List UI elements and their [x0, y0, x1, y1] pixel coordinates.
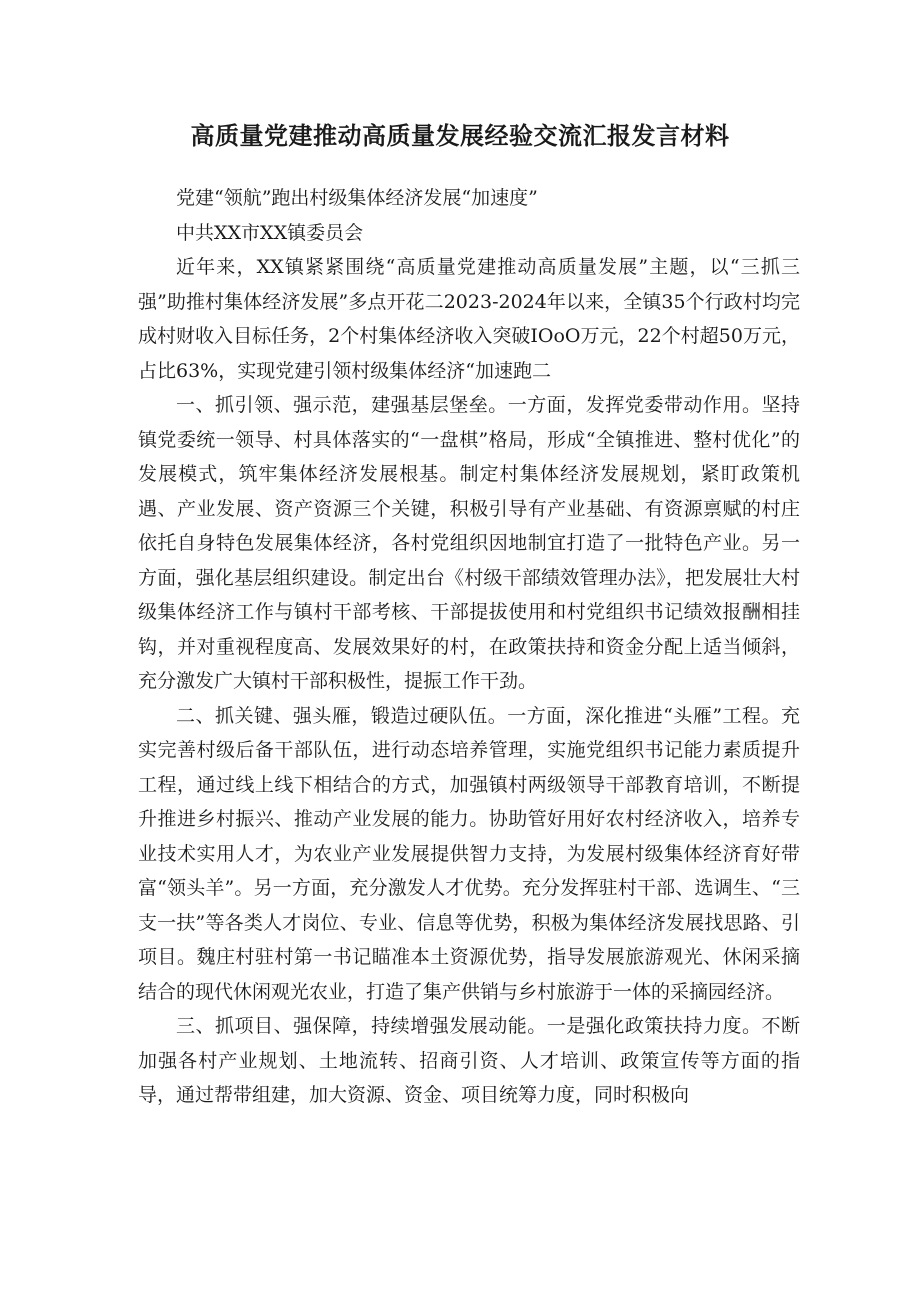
document-body: [138, 181, 800, 1113]
paragraph-section-3: 三、抓项目、强保障，持续增强发展动能。一是强化政策扶持力度。不断加强各村产业规划、土地流转、招商引资、人才培训、政策宣传等方面的指导，通过帮带组建，加大资源、资金、项目统筹力度，同时积极向: [138, 1015, 800, 1106]
paragraph-section-2: 二、抓关键、强头雁，锻造过硬队伍。一方面，深化推进“头雁”工程。充实完善村级后备干部队伍，进行动态培养管理，实施党组织书记能力素质提升工程，通过线上线下相结合的方式，加强镇村两级领导干部教育培训，不断提升推进乡村振兴、推动产业发展的能力。协助管好用好农村经济收入，培养专业技术实用人才，为农业产业发展提供智力支持，为发展村级集体经济育好带富“领头羊”。另一方面，充分激发人才优势。充分发挥驻村干部、选调生、“三支一扶”等各类人才岗位、专业、信息等优势，积极为集体经济发展找思路、引项目。魏庄村驻村第一书记瞄准本土资源优势，指导发展旅游观光、休闲采摘结合的现代休闲观光农业，打造了集产供销与乡村旅游于一体的采摘园经济。: [138, 704, 800, 1003]
paragraph-intro: 近年来，XX镇紧紧围绕“高质量党建推动高质量发展”主题，以“三抓三强”助推村集体经济发展”多点开花二2023-2024年以来，全镇35个行政村均完成村财收入目标任务，2个村集体经济收入突破IOoO万元，22个村超50万元，占比63%，实现党建引领村级集体经济“加速跑二: [138, 256, 800, 382]
paragraph-section-1: 一、抓引领、强示范，建强基层堡垒。一方面，发挥党委带动作用。坚持镇党委统一领导、村具体落实的“一盘棋”格局，形成“全镇推进、整村优化”的发展模式，筑牢集体经济发展根基。制定村集体经济发展规划，紧盯政策机遇、产业发展、资产资源三个关键，积极引导有产业基础、有资源禀赋的村庄依托自身特色发展集体经济，各村党组织因地制宜打造了一批特色产业。另一方面，强化基层组织建设。制定出台《村级干部绩效管理办法》，把发展壮大村级集体经济工作与镇村干部考核、干部提拔使用和村党组织书记绩效报酬相挂钩，并对重视程度高、发展效果好的村，在政策扶持和资金分配上适当倾斜，充分激发广大镇村干部积极性，提振工作干劲。: [138, 394, 800, 692]
document-title: 高质量党建推动高质量发展经验交流汇报发言材料: [190, 122, 730, 150]
document-organization: 中共XX市XX镇委员会: [176, 221, 364, 244]
document-subtitle: 党建“领航”跑出村级集体经济发展“加速度”: [176, 187, 538, 209]
